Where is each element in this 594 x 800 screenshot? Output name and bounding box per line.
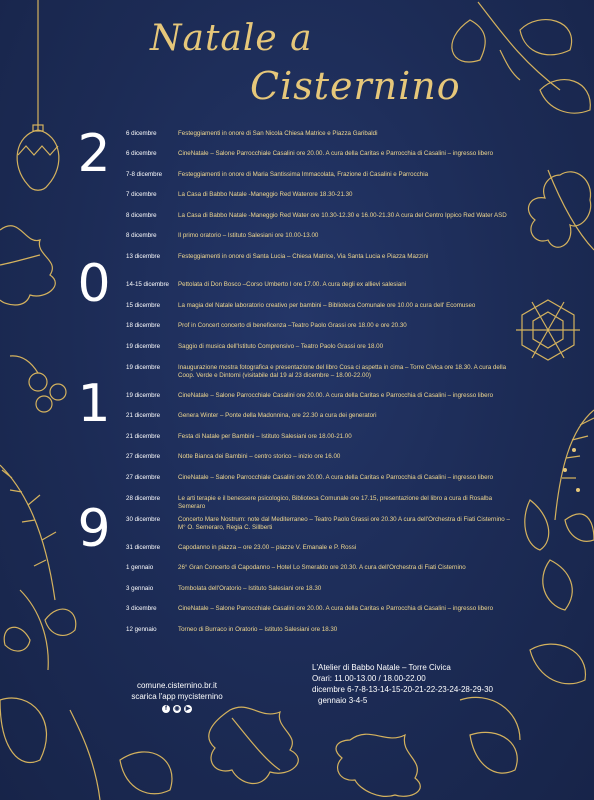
berry-icon <box>36 396 52 412</box>
event-description: Saggio di musica dell'Istituto Comprensivo – Teatro Paolo Grassi ore 18.00 <box>178 343 384 350</box>
youtube-icon[interactable]: ▶ <box>185 706 191 712</box>
holly-leaf-icon <box>0 226 55 305</box>
leaf-icon <box>0 698 46 762</box>
app-download-text: scarica l'app mycisternino <box>131 692 223 701</box>
event-date: 8 dicembre <box>126 212 157 219</box>
atelier-december-dates: dicembre 6-7-8-13-14-15-20-21-22-23-24-28-29-30 <box>312 685 493 694</box>
ornament-icon <box>17 130 59 190</box>
title-line-1: Natale a <box>150 18 313 59</box>
event-description: La Casa di Babbo Natale -Maneggio Red Waterore 18.30-21.30 <box>178 191 353 198</box>
leaf-icon <box>525 500 549 550</box>
event-description: CineNatale – Salone Parrocchiale Casalini ore 20.00. A cura della Caritas e Parrocchia di Casalini – ingresso libero <box>178 605 494 612</box>
event-date: 8 dicembre <box>126 232 157 239</box>
facebook-icon[interactable]: f <box>162 705 170 713</box>
event-date: 3 gennaio <box>126 585 154 592</box>
year-digit: 1 <box>77 374 111 434</box>
event-description: 26° Gran Concerto di Capodanno – Hotel Lo Smeraldo ore 20.30. A cura dell'Orchestra di Fiati Cisternino <box>178 564 466 571</box>
event-date: 7 dicembre <box>126 191 157 198</box>
event-description: CineNatale – Salone Parrocchiale Casalini ore 20.00. A cura della Caritas e Parrocchia di Casalini – ingresso libero <box>178 150 494 157</box>
atelier-hours: Orari: 11.00-13.00 / 18.00-22.00 <box>312 674 426 683</box>
event-description: Festeggiamenti in onore di San Nicola Chiesa Matrice e Piazza Garibaldi <box>178 130 378 137</box>
event-description: Concerto Mare Nostrum: note dal Mediterraneo – Teatro Paolo Grassi ore 20.30 A cura dell'Orchestra di Fiati Cisternino – M° O. Semeraro, Regia C. Sillberti <box>178 516 510 531</box>
website-link[interactable]: comune.cisternino.br.it <box>136 681 218 690</box>
berry-icon <box>29 373 47 391</box>
event-description: Le arti terapie e il benessere psicologico, Biblioteca Comunale ore 17.15, presentazione del libro a cura di Rosalba Semeraro <box>178 495 493 510</box>
leaf-icon <box>540 80 590 113</box>
event-date: 14-15 dicembre <box>126 281 169 288</box>
leaf-icon <box>4 627 30 651</box>
event-description: Festa di Natale per Bambini – Istituto Salesiani ore 18.00-21.00 <box>178 433 352 440</box>
event-date: 6 dicembre <box>126 130 157 137</box>
year-digit: 2 <box>77 124 111 184</box>
year-digit: 0 <box>77 254 111 314</box>
event-description: Notte Bianca dei Bambini – centro storico – inizio ore 16.00 <box>178 453 341 460</box>
leaf-icon <box>452 20 485 62</box>
social-icons <box>112 705 242 713</box>
atelier-title: L'Atelier di Babbo Natale – Torre Civica <box>312 663 451 672</box>
event-description: Prof in Concert concerto di beneficenza –Teatro Paolo Grassi ore 18.00 e ore 20.30 <box>178 322 407 329</box>
event-description: La Casa di Babbo Natale -Maneggio Red Water ore 10.30-12.30 e 16.00-21.30 A cura del Centro Ippico Red Water ASD <box>178 212 507 219</box>
event-description: Il primo oratorio – Istituto Salesiani ore 10.00-13.00 <box>178 232 319 239</box>
atelier-info <box>312 662 552 706</box>
event-description: Capodanno in piazza – ore 23.00 – piazze V. Emanale e P. Rossi <box>178 544 357 551</box>
event-description: Pettolata di Don Bosco –Corso Umberto I ore 17.00. A cura degli ex allievi salesiani <box>178 281 407 288</box>
event-date: 18 dicembre <box>126 322 161 329</box>
title-line-2: Cisternino <box>250 64 461 108</box>
event-date: 6 dicembre <box>126 150 157 157</box>
event-date: 19 dicembre <box>126 392 161 399</box>
event-description: Inaugurazione mostra fotografica e presentazione del libro Cosa ci aspetta in cima – Torre Civica ore 18.30. A cura della Coop. Verde e Dintorni (visitabile dal 19 al 23 dicembre – 18.00-22.00) <box>178 364 507 379</box>
leaf-icon <box>565 514 594 541</box>
event-date: 21 dicembre <box>126 433 161 440</box>
leaf-icon <box>520 20 572 55</box>
event-description: Festeggiamenti in onore di Santa Lucia – Chiesa Matrice, Via Santa Lucia e Piazza Mazzini <box>178 253 429 260</box>
holly-leaf-icon <box>336 734 420 796</box>
event-description: Tombolata dell'Oratorio – Istituto Salesiani ore 18.30 <box>178 585 322 592</box>
event-date: 27 dicembre <box>126 453 161 460</box>
event-description: Festeggiamenti in onore di Maria Santissima Immacolata, Frazione di Casalini e Parrocchia <box>178 171 429 178</box>
event-date: 15 dicembre <box>126 302 161 309</box>
event-date: 7-8 dicembre <box>126 171 163 178</box>
event-date: 1 gennaio <box>126 564 154 571</box>
event-date: 28 dicembre <box>126 495 161 502</box>
event-description: CineNatale – Salone Parrocchiale Casalini ore 20.00. A cura della Caritas e Parrocchia di Casalini – ingresso libero <box>178 474 494 481</box>
atelier-january-dates: gennaio 3-4-5 <box>318 696 368 705</box>
event-description: CineNatale – Salone Parrocchiale Casalini ore 20.00. A cura della Caritas e Parrocchia di Casalini – ingresso libero <box>178 392 494 399</box>
event-description: Torneo di Burraco in Oratorio – Istituto Salesiani ore 18.30 <box>178 626 338 633</box>
event-date: 12 gennaio <box>126 626 157 633</box>
snowflake-icon <box>516 300 580 360</box>
event-date: 30 dicembre <box>126 516 161 523</box>
event-date: 21 dicembre <box>126 412 161 419</box>
holly-leaf-icon <box>528 172 590 247</box>
event-description: La magia del Natale laboratorio creativo per bambini – Biblioteca Comunale ore 10.00 a cura dell' Ecomuseo <box>178 302 476 309</box>
event-date: 27 dicembre <box>126 474 161 481</box>
event-date: 13 dicembre <box>126 253 161 260</box>
holly-leaf-icon <box>209 707 298 783</box>
berry-icon <box>50 384 66 400</box>
event-description: Genera Winter – Ponte della Madonnina, ore 22.30 a cura dei generatori <box>178 412 377 419</box>
instagram-icon[interactable]: ◉ <box>174 706 180 712</box>
event-date: 31 dicembre <box>126 544 161 551</box>
leaf-icon <box>120 752 172 794</box>
event-date: 3 dicembre <box>126 605 157 612</box>
event-date: 19 dicembre <box>126 343 161 350</box>
leaf-icon <box>470 732 517 773</box>
event-date: 19 dicembre <box>126 364 161 371</box>
contact-block <box>112 680 242 713</box>
year-digit: 9 <box>77 499 111 559</box>
leaf-icon <box>543 560 572 610</box>
leaf-icon <box>45 609 76 635</box>
